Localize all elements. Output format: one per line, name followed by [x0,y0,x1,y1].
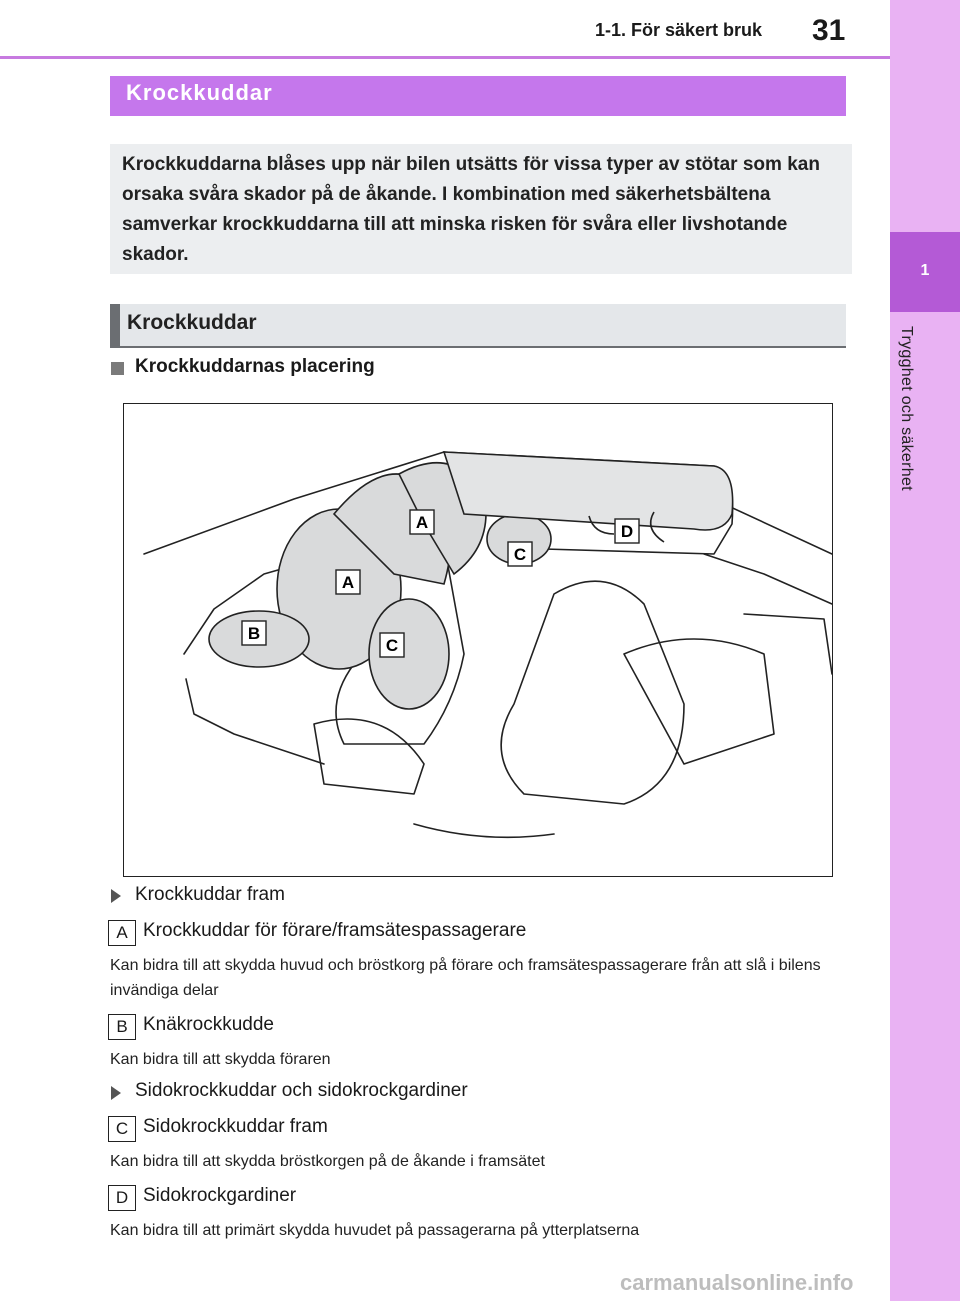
watermark: carmanualsonline.info [620,1270,854,1295]
letter-box-d: D [108,1185,136,1211]
page-number: 31 [812,14,846,47]
triangle-bullet-icon [111,1086,121,1100]
item-title-c: Sidokrockkuddar fram [143,1116,328,1137]
figure-label-a-lower: A [341,573,355,592]
sill-line [414,824,554,837]
driver-seat-base [314,719,424,794]
group-title-front: Krockkuddar fram [135,884,285,905]
figure-label-c-lower: C [385,636,399,655]
letter-box-a: A [108,920,136,946]
placement-heading: Krockkuddarnas placering [135,356,375,377]
passenger-dash-line [704,554,832,604]
car-interior-drawing [124,404,832,876]
item-desc-d: Kan bidra till att primärt skydda huvudet på passagerarna på ytterplatserna [110,1222,640,1239]
figure-label-a-upper: A [415,513,429,532]
section-title: Krockkuddar [126,80,273,105]
chapter-side-tab [890,0,960,1301]
item-desc-a: Kan bidra till att skydda huvud och bröstkorg på förare och framsätespassagerare från att slå i bilens invändiga delar [110,957,821,999]
item-title-a: Krockkuddar för förare/framsätespassagerare [143,920,527,941]
curtain-airbag [444,452,733,530]
figure-label-d: D [620,522,634,541]
running-header: 1-1. För säkert bruk [595,20,763,40]
item-desc-b: Kan bidra till att skydda föraren [110,1051,331,1068]
airbag-illustration [123,403,833,877]
passenger-seat [501,581,684,804]
chapter-label: Trygghet och säkerhet [898,326,915,491]
intro-text: Krockkuddarna blåses upp när bilen utsätts för vissa typer av stötar som kan orsaka svåra skador på de åkande. I kombination med säkerhetsbältena samverkar krockkuddarna till att minska risken för svåra eller livshotande skador. [122,154,820,265]
header-rule [0,56,890,59]
console-line [744,614,832,674]
chapter-number: 1 [920,262,930,279]
letter-box-c: C [108,1116,136,1142]
group-title-side: Sidokrockkuddar och sidokrockgardiner [135,1080,468,1101]
square-bullet-icon [111,362,124,375]
letter-box-b: B [108,1014,136,1040]
floor-line [186,679,324,764]
item-title-b: Knäkrockkudde [143,1014,274,1035]
subsection-rule [110,346,846,348]
figure-label-c-upper: C [513,545,527,564]
figure-label-b: B [247,624,261,643]
rear-seat [624,639,774,764]
subsection-title: Krockkuddar [127,311,257,334]
item-desc-c: Kan bidra till att skydda bröstkorgen på de åkande i framsätet [110,1153,545,1170]
triangle-bullet-icon [111,889,121,903]
item-title-d: Sidokrockgardiner [143,1185,297,1206]
